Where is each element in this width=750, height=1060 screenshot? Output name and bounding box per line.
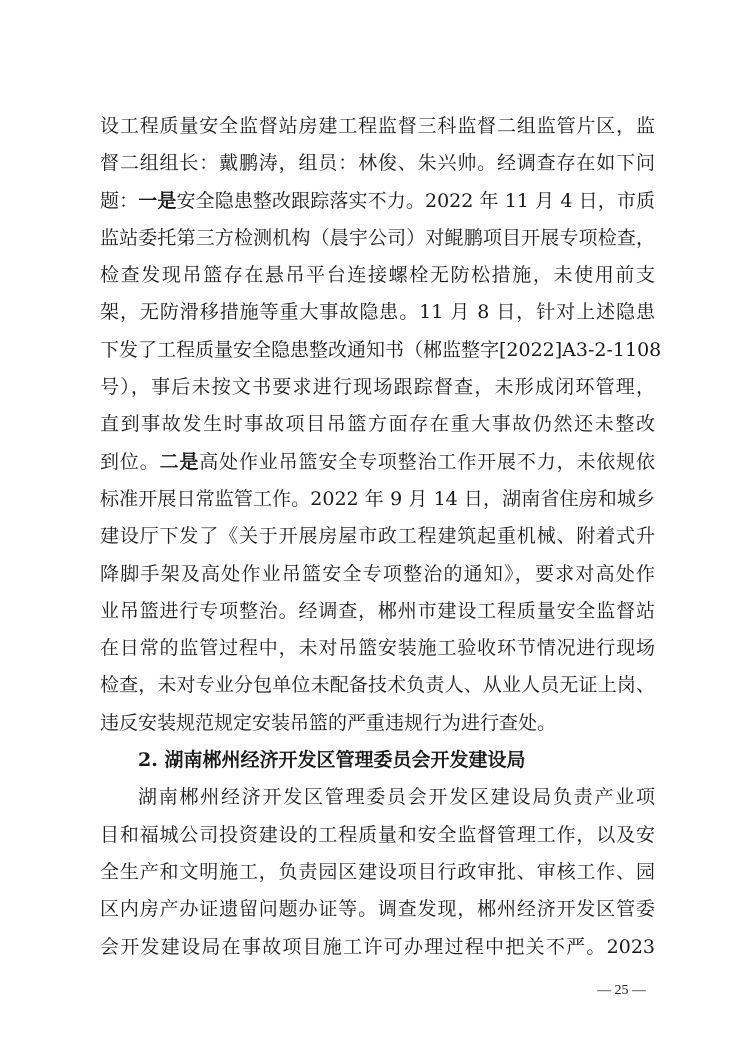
line-rest: 安全隐患整改跟踪落实不力。2022 年 11 月 4 日，市质 bbox=[176, 189, 655, 212]
text-line-4: 监站委托第三方检测机构（晨宇公司）对鲲鹏项目开展专项检查， bbox=[100, 226, 655, 249]
text-line-18: 湖南郴州经济开发区管理委员会开发区建设局负责产业项 bbox=[138, 786, 655, 809]
text-line-13: 降脚手架及高处作业吊篮安全专项整治的通知》，要求对高处作 bbox=[100, 562, 655, 585]
line-rest: 高处作业吊篮安全专项整治工作开展不力，未依规依 bbox=[199, 450, 655, 473]
document-body bbox=[100, 108, 662, 966]
text-line-1: 设工程质量安全监督站房建工程监督三科监督二组监管片区，监 bbox=[100, 115, 655, 137]
emphasis-first: 一是 bbox=[138, 189, 177, 212]
text-line-12: 建设厅下发了《关于开展房屋市政工程建筑起重机械、附着式升 bbox=[100, 525, 655, 548]
text-line-16: 检查，未对专业分包单位未配备技术负责人、从业人员无证上岗、 bbox=[100, 674, 655, 697]
text-line-11: 标准开展日常监管工作。2022 年 9 月 14 日，湖南省住房和城乡 bbox=[100, 487, 655, 510]
section-heading: 2. 湖南郴州经济开发区管理委员会开发建设局 bbox=[138, 749, 526, 772]
text-line-10 bbox=[100, 444, 655, 481]
text-line-5: 检查发现吊篮存在悬吊平台连接螺栓无防松措施，未使用前支 bbox=[100, 264, 655, 287]
text-line-14: 业吊篮进行专项整治。经调查，郴州市建设工程质量安全监督站 bbox=[100, 599, 655, 622]
text-line-15: 在日常的监管过程中，未对吊篮安装施工验收环节情况进行现场 bbox=[100, 637, 655, 660]
text-line-8: 号），事后未按文书要求进行现场跟踪督查，未形成闭环管理， bbox=[100, 376, 655, 399]
page-number: — 25 — bbox=[597, 983, 646, 998]
text-line-22: 会开发建设局在事故项目施工许可办理过程中把关不严。2023 bbox=[100, 935, 655, 958]
text-line-21: 区内房产办证遗留问题办证等。调查发现，郴州经济开发区管委 bbox=[100, 898, 655, 921]
text-line-19: 目和福城公司投资建设的工程质量和安全监督管理工作，以及安 bbox=[100, 823, 655, 846]
text-line-2: 督二组组长：戴鹏涛，组员：林俊、朱兴帅。经调查存在如下问 bbox=[100, 152, 655, 175]
text-line-17: 违反安装规范规定安装吊篮的严重违规行为进行查处。 bbox=[100, 711, 557, 734]
line-prefix: 题： bbox=[100, 189, 139, 212]
text-line-9: 直到事故发生时事故项目吊篮方面存在重大事故仍然还未整改 bbox=[100, 413, 655, 436]
text-line-7: 下发了工程质量安全隐患整改通知书（郴监整字[2022]A3-2-1108 bbox=[100, 338, 662, 361]
line-prefix: 到位。 bbox=[100, 450, 160, 473]
emphasis-second: 二是 bbox=[159, 450, 200, 473]
text-line-6: 架，无防滑移措施等重大事故隐患。11 月 8 日，针对上述隐患 bbox=[100, 301, 655, 324]
text-line-20: 全生产和文明施工，负责园区建设项目行政审批、审核工作、园 bbox=[100, 860, 655, 883]
text-line-3 bbox=[100, 183, 655, 220]
